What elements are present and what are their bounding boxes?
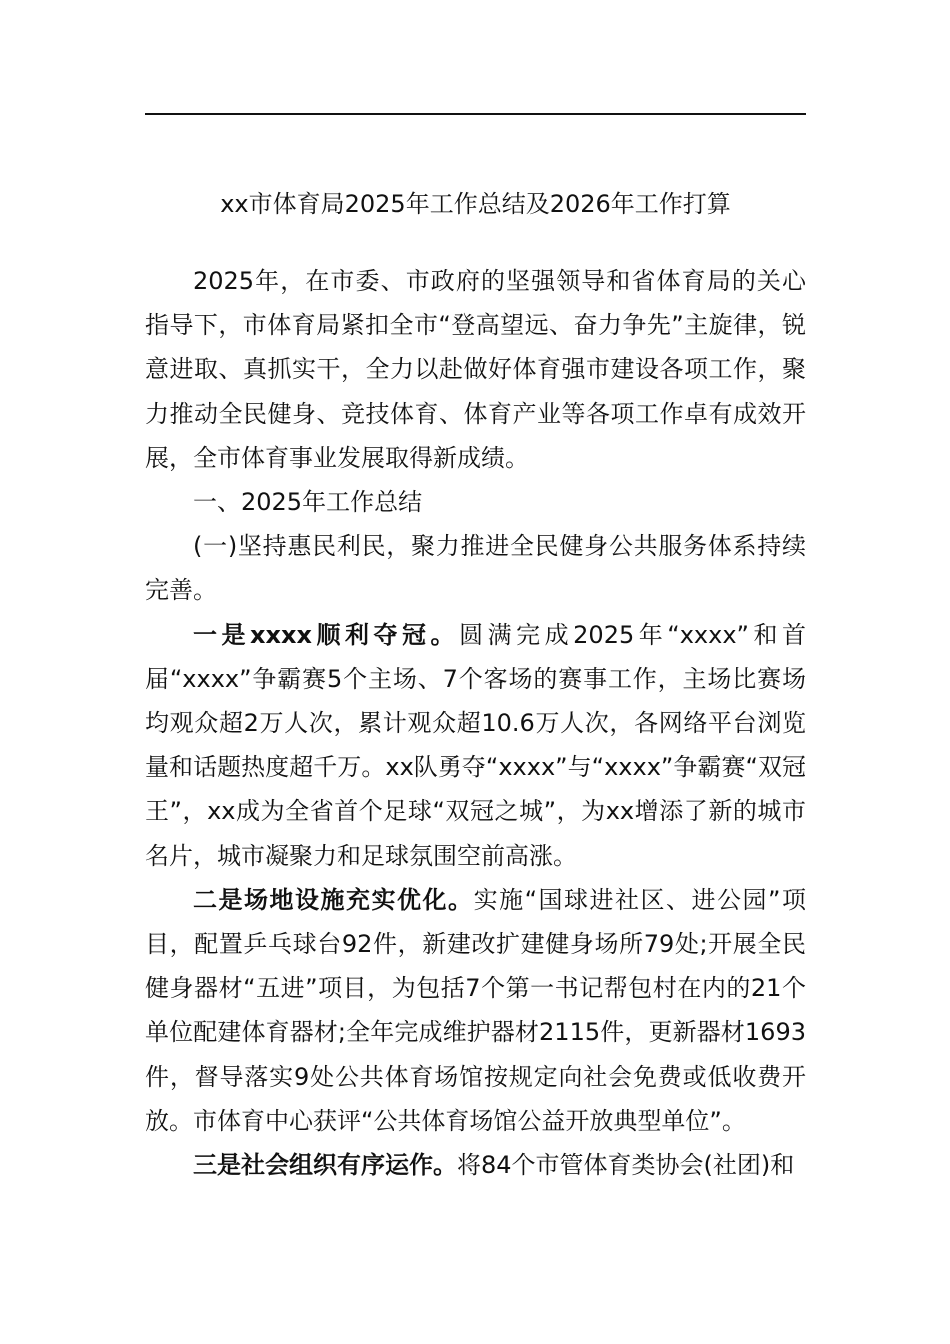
item-paragraph-2: [145, 878, 806, 1143]
item-2-lead: 二是场地设施充实优化。: [193, 885, 474, 914]
item-1-body: 圆满完成2025年“xxxx”和首届“xxxx”争霸赛5个主场、7个客场的赛事工作，主场比赛场均观众超2万人次，累计观众超10.6万人次，各网络平台浏览量和话题热度超千万。xx队勇夺“xxxx”与“xxxx”争霸赛“双冠王”，xx成为全省首个足球“双冠之城”，为xx增添了新的城市名片，城市凝聚力和足球氛围空前高涨。: [145, 620, 806, 870]
item-paragraph-1: [145, 613, 806, 878]
item-1-lead: 一是xxxx顺利夺冠。: [193, 620, 460, 649]
item-paragraph-3: [145, 1143, 806, 1187]
section-heading-1: 一、2025年工作总结: [193, 488, 423, 517]
document-body: [145, 259, 806, 1187]
item-3-body: 将84个市管体育类协会(社团)和: [457, 1151, 795, 1180]
document-title: xx市体育局2025年工作总结及2026年工作打算: [220, 190, 731, 218]
subsection-heading-1: (一)坚持惠民利民，聚力推进全民健身公共服务体系持续完善。: [145, 532, 806, 605]
item-2-body: 实施“国球进社区、进公园”项目，配置乒乓球台92件，新建改扩建健身场所79处;开展全民健身器材“五进”项目，为包括7个第一书记帮包村在内的21个单位配建体育器材;全年完成维护器材2115件，更新器材1693件，督导落实9处公共体育场馆按规定向社会免费或低收费开放。市体育中心获评“公共体育场馆公益开放典型单位”。: [145, 885, 806, 1135]
item-3-lead: 三是社会组织有序运作。: [193, 1151, 457, 1180]
intro-paragraph: 2025年，在市委、市政府的坚强领导和省体育局的关心指导下，市体育局紧扣全市“登高望远、奋力争先”主旋律，锐意进取、真抓实干，全力以赴做好体育强市建设各项工作，聚力推动全民健身、竞技体育、体育产业等各项工作卓有成效开展，全市体育事业发展取得新成绩。: [145, 267, 806, 472]
header-rule: [145, 113, 806, 115]
